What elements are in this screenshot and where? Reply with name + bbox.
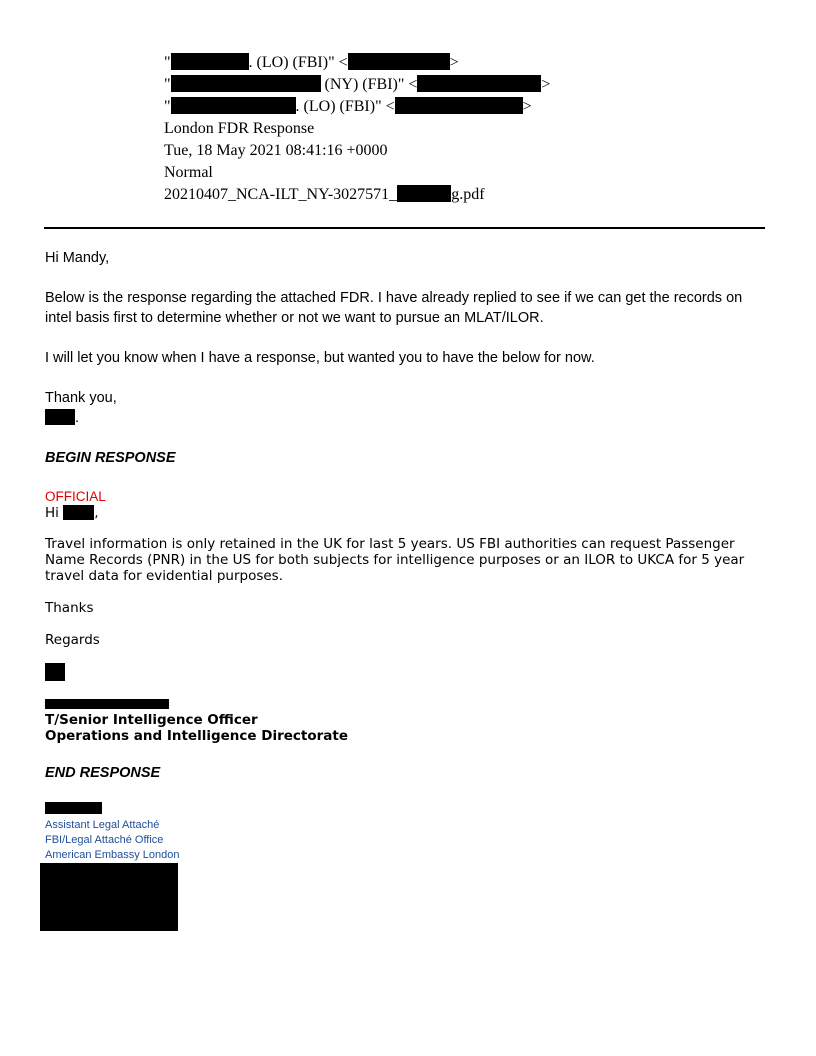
response-paragraph: Travel information is only retained in the UK for last 5 years. US FBI authorities can request Passenger Name Records (PNR) in the US for both subjects for intelligence purposes or an ILOR to UKCA for 5 year travel data for evidential purposes. [45,536,745,584]
cc-value: " . (LO) (FBI)" < > [164,98,532,115]
response-regards: Regards [45,632,100,648]
redaction-block [171,53,249,70]
sender-initials: . [45,408,765,428]
redaction-block [171,75,321,92]
end-response-label: END RESPONSE [45,765,161,781]
redaction-block [45,802,102,814]
redaction-block [348,53,450,70]
importance-value: Normal [164,164,213,181]
redaction-block [45,699,169,709]
redaction-block [395,97,523,114]
redaction-block [40,863,178,931]
redaction-block [45,663,65,681]
redaction-block [417,75,541,92]
begin-response-label: BEGIN RESPONSE [45,450,176,466]
from-value: " . (LO) (FBI)" < > [164,54,459,71]
header-divider [44,227,765,229]
officer-title: T/Senior Intelligence Officer [45,712,258,728]
signature-office: FBI/Legal Attaché Office [45,834,164,846]
officer-directorate: Operations and Intelligence Directorate [45,728,349,744]
official-marking: OFFICIAL [45,489,106,504]
date-value: Tue, 18 May 2021 08:41:16 +0000 [164,142,388,159]
response-thanks: Thanks [45,600,94,616]
body-paragraph-2: I will let you know when I have a response, but wanted you to have the below for now. [45,350,595,366]
body-paragraph-1: Below is the response regarding the attached FDR. I have already replied to see if we can get the records on intel basis first to determine whether or not we want to pursue an MLAT/ILOR. [45,290,743,326]
redaction-block [63,505,94,520]
redaction-block [45,409,75,425]
greeting: Hi Mandy, [45,250,110,266]
signature-title: Assistant Legal Attaché [45,819,160,831]
redaction-block [171,97,296,114]
to-value: " (NY) (FBI)" < > [164,76,551,93]
redaction-block [397,185,451,202]
closing-thanks: Thank you, [45,390,117,406]
attachment-link[interactable]: 20210407_NCA-ILT_NY-3027571_ g.pdf [164,186,485,203]
signature-location: American Embassy London [45,849,180,861]
subject-value: London FDR Response [164,120,315,137]
response-greeting: Hi , [45,505,99,521]
